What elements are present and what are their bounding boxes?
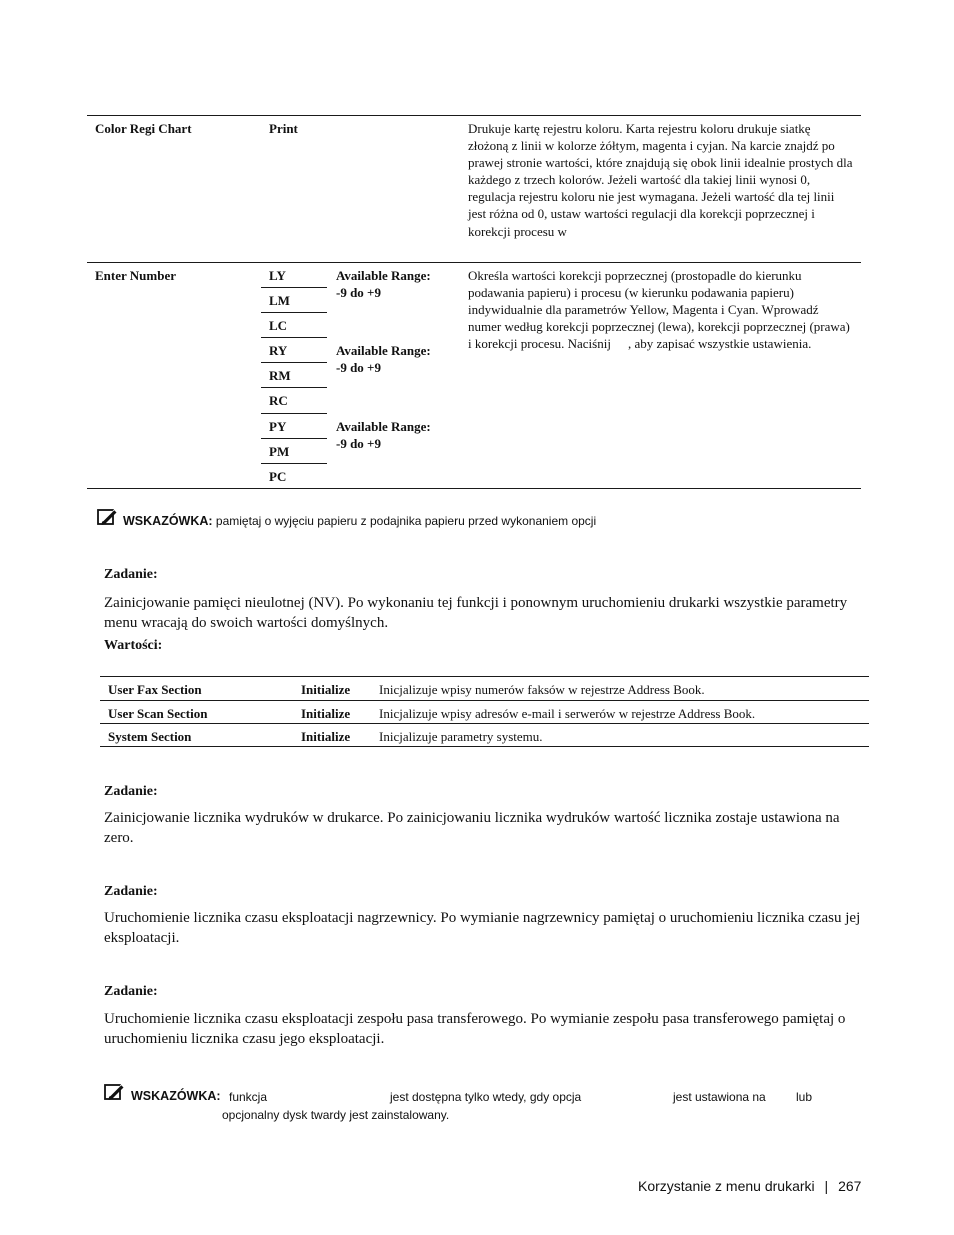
- table2-row1-desc: Inicjalizuje wpisy numerów faksów w rejestrze Address Book.: [379, 682, 705, 697]
- note1-label: WSKAZÓWKA:: [123, 514, 213, 528]
- range-label: Available Range:: [336, 419, 431, 434]
- available-range-process: [336, 418, 431, 452]
- color-regi-chart-name: Color Regi Chart: [95, 121, 192, 136]
- range-label: Available Range:: [336, 343, 431, 358]
- note2-word2: jest dostępna tylko wtedy, gdy opcja: [390, 1090, 582, 1104]
- section1-task-label: Zadanie:: [104, 567, 158, 582]
- page-number: 267: [838, 1178, 862, 1194]
- note1-text: pamiętaj o wyjęciu papieru z podajnika papieru przed wykonaniem opcji: [215, 514, 597, 528]
- enter-number-description: [468, 267, 853, 352]
- code-ry: RY: [269, 343, 288, 358]
- range-value: -9 do +9: [336, 436, 381, 451]
- enter-number-description-part1: Określa wartości korekcji poprzecznej (prostopadle do kierunku podawania papieru) i procesu (w kierunku podawania papieru) indywidualnie dla parametrów Yellow, Magenta i Cyan. Wprowadź numer według korekcji poprzecznej (lewa), korekcji poprzecznej (prawa) i korekcji procesu. Naciśnij: [468, 268, 850, 352]
- range-label: Available Range:: [336, 268, 431, 283]
- code-divider: [261, 312, 327, 313]
- footer-text: Korzystanie z menu drukarki: [638, 1178, 815, 1194]
- section1-task-text: Zainicjowanie pamięci nieulotnej (NV). Po wykonaniu tej funkcji i ponownym uruchomieniu drukarki wszystkie parametry menu wracają do swoich wartości domyślnych.: [104, 595, 848, 631]
- pencil-note-icon: [104, 1083, 124, 1101]
- code-divider: [261, 413, 327, 414]
- code-divider: [261, 337, 327, 338]
- table2-row1-name: User Fax Section: [108, 682, 202, 697]
- available-range-right: [336, 342, 431, 376]
- code-lm: LM: [269, 293, 290, 308]
- code-divider: [261, 387, 327, 388]
- table2-bottom-rule: [100, 746, 869, 747]
- code-ly: LY: [269, 268, 286, 283]
- code-pc: PC: [269, 469, 287, 484]
- note1: [123, 514, 596, 528]
- color-regi-chart-value: Print: [269, 121, 298, 136]
- pencil-note-icon: [97, 508, 117, 526]
- range-value: -9 do +9: [336, 360, 381, 375]
- table2-row1-value: Initialize: [301, 682, 351, 697]
- table2-row2-name: User Scan Section: [108, 706, 208, 721]
- table1-bottom-rule: [87, 488, 861, 489]
- range-value: -9 do +9: [336, 285, 381, 300]
- table2-row-rule: [100, 723, 869, 724]
- table2-row3-name: System Section: [108, 729, 192, 744]
- table2-top-rule: [100, 676, 869, 677]
- section4-task-label: Zadanie:: [104, 984, 158, 999]
- code-divider: [261, 287, 327, 288]
- note2-word1: funkcja: [229, 1090, 268, 1104]
- page-footer: [638, 1178, 861, 1194]
- section1-values-label: Wartości:: [104, 638, 163, 653]
- note2-line2: opcjonalny dysk twardy jest zainstalowany.: [222, 1108, 450, 1122]
- code-py: PY: [269, 419, 287, 434]
- section3-task-text: Uruchomienie licznika czasu eksploatacji nagrzewnicy. Po wymianie nagrzewnicy pamiętaj o uruchomieniu licznika czasu jej eksploatacji.: [104, 910, 861, 946]
- code-divider: [261, 463, 327, 464]
- table2-row-rule: [100, 700, 869, 701]
- color-regi-chart-description: Drukuje kartę rejestru koloru. Karta rejestru koloru drukuje siatkę złożoną z linii w kolorze żółtym, magenta i cyjan. Na karcie znajdź po prawej stronie wartości, które znajdują się obok linii idealnie prostych dla każdego z trzech kolorów. Jeżeli wartość dla takiej linii wynosi 0, regulacja rejestru koloru nie jest wymagana. Jeżeli wartość dla tej linii jest różna od 0, ustaw wartości regulacji dla korekcji poprzecznej i korekcji procesu w: [468, 121, 853, 239]
- section3-task-label: Zadanie:: [104, 884, 158, 899]
- table2-row2-value: Initialize: [301, 706, 351, 721]
- table1-row-rule: [87, 262, 861, 263]
- section4-task-text: Uruchomienie licznika czasu eksploatacji zespołu pasa transferowego. Po wymianie zespołu pasa transferowego pamiętaj o uruchomieniu licznika czasu jego eksploatacji.: [104, 1011, 846, 1047]
- enter-number-name: Enter Number: [95, 268, 177, 283]
- table2-row2-desc: Inicjalizuje wpisy adresów e-mail i serwerów w rejestrze Address Book.: [379, 706, 756, 721]
- code-divider: [261, 362, 327, 363]
- code-rm: RM: [269, 368, 291, 383]
- note2-word4: lub: [796, 1090, 813, 1104]
- footer-separator: |: [824, 1178, 829, 1194]
- table1-top-rule: [87, 115, 861, 116]
- section2-task-text: Zainicjowanie licznika wydruków w drukarce. Po zainicjowaniu licznika wydruków wartość licznika zostaje ustawiona na zero.: [104, 810, 840, 846]
- section2-task-label: Zadanie:: [104, 784, 158, 799]
- table2-row3-desc: Inicjalizuje parametry systemu.: [379, 729, 543, 744]
- note2-label: WSKAZÓWKA:: [131, 1089, 221, 1103]
- code-lc: LC: [269, 318, 288, 333]
- code-rc: RC: [269, 393, 288, 408]
- enter-number-description-part2: , aby zapisać wszystkie ustawienia.: [627, 336, 812, 352]
- table2-row3-value: Initialize: [301, 729, 351, 744]
- note2-word3: jest ustawiona na: [673, 1090, 766, 1104]
- code-divider: [261, 438, 327, 439]
- available-range-left: [336, 267, 431, 301]
- code-pm: PM: [269, 444, 290, 459]
